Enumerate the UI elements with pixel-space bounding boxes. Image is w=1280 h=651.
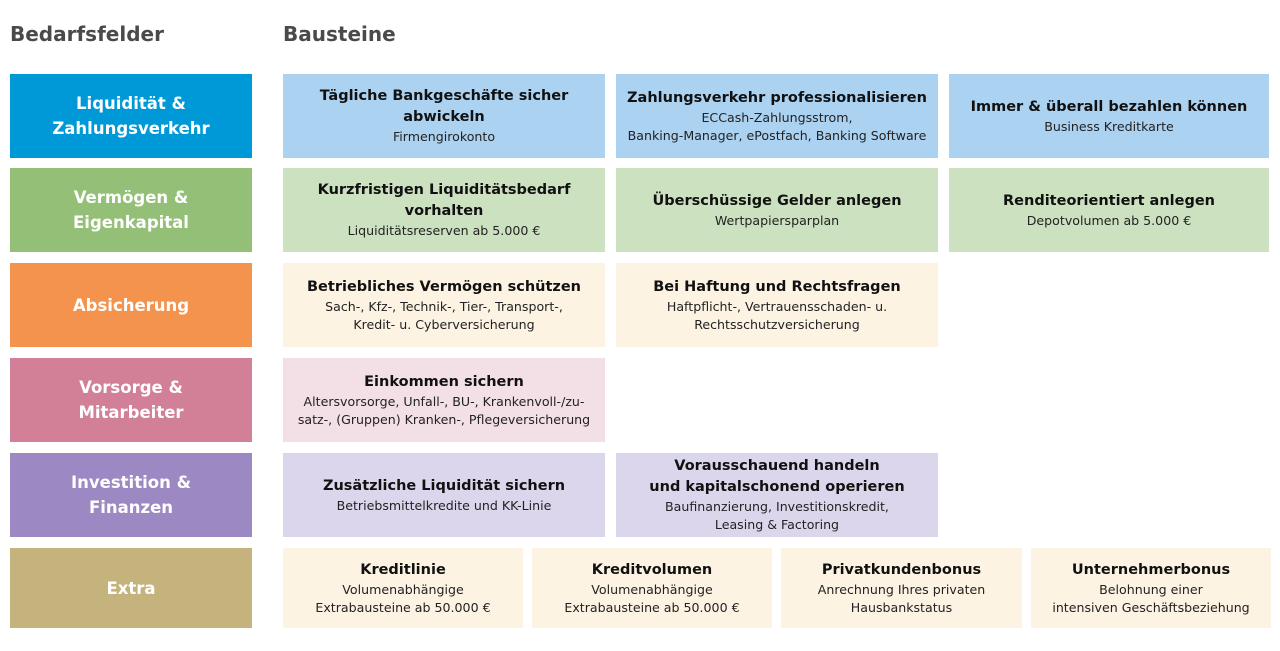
heading-bedarfsfelder: Bedarfsfelder — [10, 22, 164, 46]
tile-title: Zusätzliche Liquidität sichern — [322, 477, 566, 494]
category-label: Vorsorge & Mitarbeiter — [78, 378, 184, 422]
tile-subtitle: Volumenabhängige Extrabausteine ab 50.000 € — [564, 581, 740, 615]
tile-title: Kreditlinie — [360, 561, 446, 578]
tile-subtitle: Betriebsmittelkredite und KK-Linie — [336, 497, 552, 513]
tile-subtitle: Firmengirokonto — [392, 129, 496, 144]
tile-zahlungsverkehr-professionalisieren — [616, 74, 938, 158]
tile-kurzfristigen-liquiditaetsbedarf — [283, 168, 605, 252]
tile-subtitle: Anrechnung Ihres privaten Hausbankstatus — [817, 581, 986, 615]
tile-ueberschuessige-gelder — [616, 168, 938, 252]
tile-renditeorientiert-anlegen — [949, 168, 1269, 252]
category-label: Liquidität & Zahlungsverkehr — [52, 94, 210, 138]
tile-subtitle: Altersvorsorge, Unfall-, BU-, Krankenvoll-/zu- satz-, (Gruppen) Kranken-, Pflegeversicherung — [297, 393, 591, 427]
category-extra — [10, 548, 252, 628]
tile-betriebliches-vermoegen — [283, 263, 605, 347]
tile-title: Bei Haftung und Rechtsfragen — [653, 278, 901, 295]
tile-title: Betriebliches Vermögen schützen — [307, 278, 581, 295]
category-label: Extra — [106, 578, 156, 598]
tile-unternehmerbonus — [1031, 548, 1271, 628]
tile-title: Renditeorientiert anlegen — [1003, 192, 1215, 209]
tile-immer-ueberall-bezahlen — [949, 74, 1269, 158]
category-label: Investition & Finanzen — [71, 473, 191, 517]
category-investition-finanzen — [10, 453, 252, 537]
tile-subtitle: Sach-, Kfz-, Technik-, Tier-, Transport-, Kredit- u. Cyberversicherung — [325, 298, 563, 332]
tile-title: Immer & überall bezahlen können — [970, 98, 1248, 115]
tile-title: Kreditvolumen — [591, 561, 713, 578]
tile-title: Überschüssige Gelder anlegen — [652, 192, 902, 209]
tile-subtitle: ECCash-Zahlungsstrom, Banking-Manager, ePostfach, Banking Software — [627, 109, 927, 143]
category-label: Absicherung — [72, 295, 190, 315]
tile-subtitle: Haftpflicht-, Vertrauensschaden- u. Rechtsschutzversicherung — [666, 298, 888, 332]
tile-vorausschauend-handeln — [616, 453, 938, 537]
tile-einkommen-sichern — [283, 358, 605, 442]
tile-subtitle: Belohnung einer intensiven Geschäftsbeziehung — [1052, 581, 1250, 615]
tile-title: Unternehmerbonus — [1071, 561, 1231, 578]
tile-subtitle: Baufinanzierung, Investitionskredit, Leasing & Factoring — [665, 499, 889, 532]
tile-privatkundenbonus — [781, 548, 1022, 628]
tile-subtitle: Liquiditätsreserven ab 5.000 € — [347, 223, 541, 238]
tile-title: Tägliche Bankgeschäfte sicher abwickeln — [319, 88, 569, 125]
tile-kreditlinie — [283, 548, 523, 628]
tile-subtitle: Business Kreditkarte — [1044, 118, 1174, 134]
category-label: Vermögen & Eigenkapital — [73, 188, 189, 232]
tile-haftung-rechtsfragen — [616, 263, 938, 347]
tile-taegliche-bankgeschaefte — [283, 74, 605, 158]
tile-title: Kurzfristigen Liquiditätsbedarf vorhalten — [317, 182, 571, 219]
tile-subtitle: Wertpapiersparplan — [714, 212, 840, 228]
tile-title: Zahlungsverkehr professionalisieren — [627, 89, 927, 106]
category-vermoegen-eigenkapital — [10, 168, 252, 252]
tile-subtitle: Volumenabhängige Extrabausteine ab 50.000 € — [315, 581, 491, 615]
category-absicherung — [10, 263, 252, 347]
tile-subtitle: Depotvolumen ab 5.000 € — [1026, 212, 1192, 228]
tile-title: Einkommen sichern — [364, 373, 524, 390]
heading-bausteine: Bausteine — [283, 22, 396, 46]
tile-title: Vorausschauend handeln und kapitalschonend operieren — [649, 458, 905, 495]
tile-title: Privatkundenbonus — [821, 561, 982, 578]
tile-zusaetzliche-liquiditaet — [283, 453, 605, 537]
tile-kreditvolumen — [532, 548, 772, 628]
category-liquiditaet-zahlungsverkehr — [10, 74, 252, 158]
category-vorsorge-mitarbeiter — [10, 358, 252, 442]
